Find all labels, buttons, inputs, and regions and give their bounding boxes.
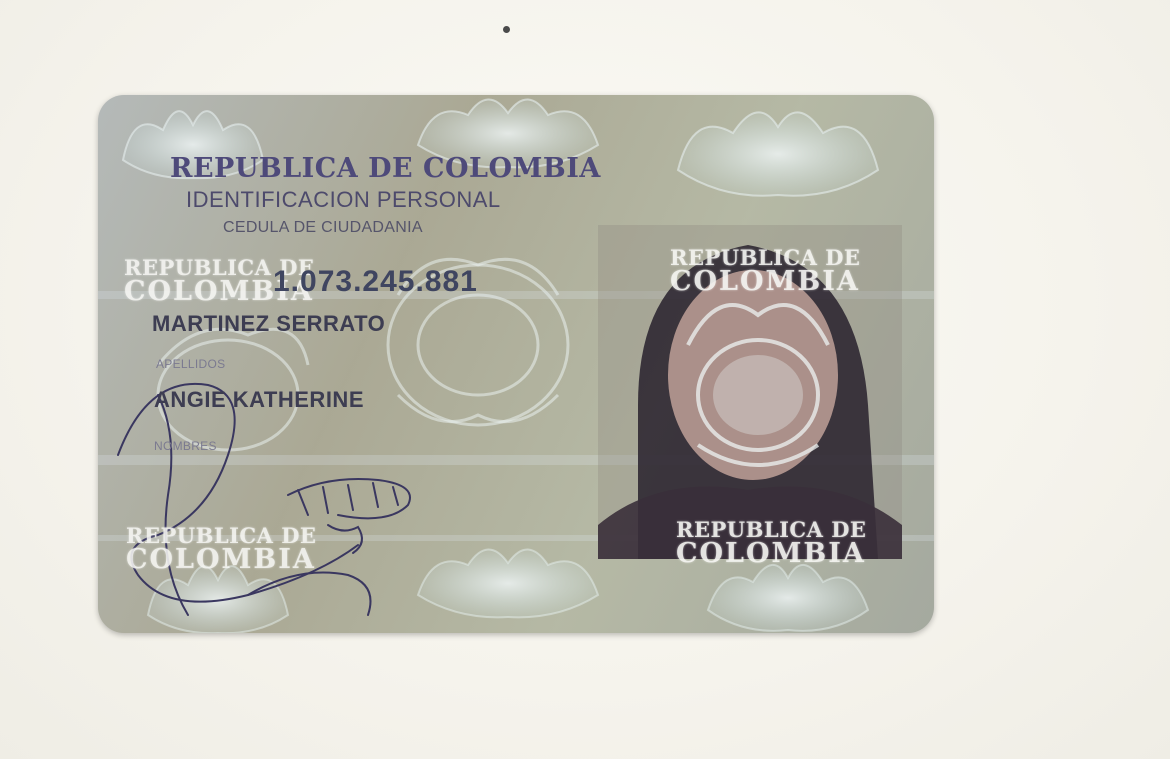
card-title: REPUBLICA DE COLOMBIA bbox=[170, 153, 601, 184]
given-names-caption: NOMBRES bbox=[154, 439, 217, 453]
card-document-type: CEDULA DE CIUDADANIA bbox=[223, 219, 423, 236]
dust-speck bbox=[503, 26, 510, 33]
surnames-value: MARTINEZ SERRATO bbox=[152, 311, 386, 336]
surnames-caption: APELLIDOS bbox=[156, 357, 226, 371]
watermark-right-top: REPUBLICA DE COLOMBIA bbox=[670, 245, 861, 297]
id-card bbox=[98, 95, 934, 633]
watermark-right-bottom: REPUBLICA DE COLOMBIA bbox=[676, 517, 867, 569]
watermark-left-bottom: REPUBLICA DE COLOMBIA bbox=[126, 523, 317, 575]
id-number: 1.073.245.881 bbox=[273, 265, 478, 298]
watermark-left-top: REPUBLICA DE COLOMBIA bbox=[124, 255, 315, 307]
card-subtitle: IDENTIFICACION PERSONAL bbox=[186, 187, 501, 212]
given-names-value: ANGIE KATHERINE bbox=[154, 387, 364, 412]
